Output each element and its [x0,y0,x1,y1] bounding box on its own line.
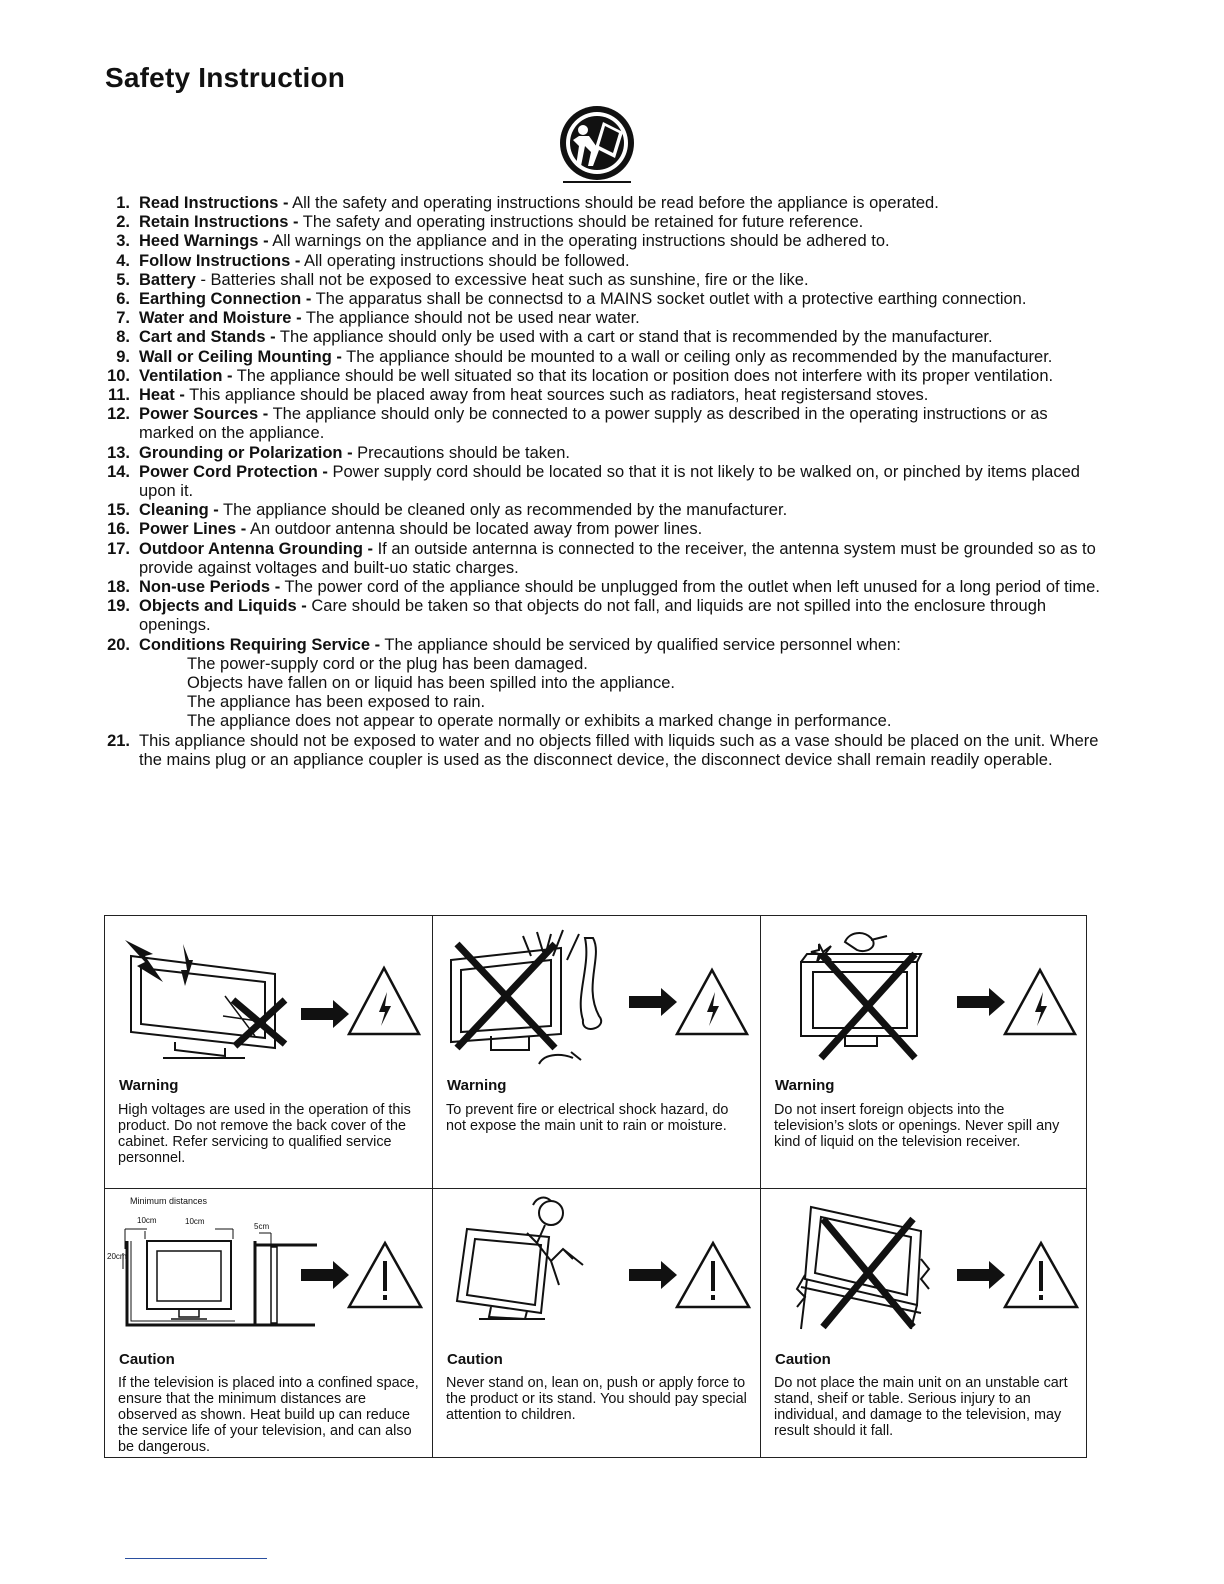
panel-heading: Caution [775,1351,831,1368]
instruction-term: Wall or Ceiling Mounting - [139,347,342,366]
panel-heading: Warning [775,1077,835,1094]
unstable-stand-caution-icon [761,1189,1088,1339]
high-voltage-warning-icon [105,916,433,1066]
instruction-text: An outdoor antenna should be located away from power lines. [246,520,703,539]
instruction-term: Objects and Liquids - [139,597,307,616]
instruction-text: Precautions should be taken. [352,443,570,462]
instruction-item [100,252,1100,271]
panel-foreign-objects [761,916,1086,1189]
instruction-number: 9. [116,347,130,366]
service-condition: The power-supply cord or the plug has been damaged. [187,654,588,673]
safety-instructions-list [100,194,1100,770]
panel-text: If the television is placed into a confined space, ensure that the minimum distances are observed as shown. Heat build up can reduce the service life of your television, and can also be dangerous. [118,1375,419,1455]
instruction-item [100,463,1100,501]
instruction-text: All operating instructions should be followed. [300,251,630,270]
instruction-text: The safety and operating instructions should be retained for future reference. [298,213,864,232]
instruction-text: If an outside anternna is connected to the receiver, the antenna system must be grounded so as to provide against voltages and built-uo static charges. [139,539,1096,577]
panel-high-voltage [105,916,433,1189]
distance-label: 5cm [254,1222,270,1231]
instruction-item [100,578,1100,597]
instruction-text: The appliance should be well situated so that its location or position does not interfere with its proper ventilation. [232,366,1054,385]
instruction-item [100,540,1100,578]
page-title: Safety Instruction [105,62,346,93]
instruction-number: 7. [116,309,130,328]
instruction-number: 5. [116,270,130,289]
panel-heading: Caution [119,1351,175,1368]
distance-label: 10cm [137,1216,157,1225]
instruction-text: This appliance should not be exposed to water and no objects filled with liquids such as a vase should be placed on the unit. Where the mains plug or an appliance coupler is used as the disconnect device, the disconnect device shall remain readily operable. [139,731,1099,769]
instruction-number: 4. [116,251,130,270]
panel-rain-moisture [433,916,761,1189]
instruction-term: Ventilation - [139,366,233,385]
instruction-term: Heat - [139,386,185,405]
instruction-term: Non-use Periods - [139,578,281,597]
instruction-text: All the safety and operating instructions should be read before the appliance is operated. [288,194,939,212]
instruction-term: Conditions Requiring Service - [139,635,381,654]
panel-heading: Caution [447,1351,503,1368]
instruction-term: Power Cord Protection - [139,462,328,481]
instruction-text: The apparatus shall be connectsd to a MAINS socket outlet with a protective earthing connection. [311,290,1027,309]
panel-text: Do not insert foreign objects into the television’s slots or openings. Never spill any kind of liquid on the television receiver. [774,1102,1060,1150]
instruction-item [100,520,1100,539]
instruction-number: 17. [107,539,130,558]
instruction-item [100,597,1100,635]
rain-moisture-warning-icon [433,916,761,1066]
instruction-text: Care should be taken so that objects do not fall, and liquids are not spilled into the enclosure through openings. [139,597,1047,635]
instruction-term: Outdoor Antenna Grounding - [139,539,374,558]
instruction-number: 12. [107,405,130,424]
instruction-term: Grounding or Polarization - [139,443,353,462]
panel-minimum-distances [105,1189,433,1457]
distance-label: 10cm [185,1217,205,1226]
instruction-item [100,290,1100,309]
instruction-number: 6. [116,290,130,309]
instruction-text: The power cord of the appliance should be unplugged from the outlet when left unused for a long period of time. [280,578,1100,597]
instruction-number: 19. [107,597,130,616]
instruction-text: The appliance should be mounted to a wall or ceiling only as recommended by the manufacturer. [341,347,1053,366]
panel-unstable-stand [761,1189,1086,1457]
instruction-text: All warnings on the appliance and in the operating instructions should be adhered to. [268,232,890,251]
instruction-text: The appliance should be serviced by qualified service personnel when: [380,635,901,654]
instruction-number: 15. [107,501,130,520]
instruction-number: 20. [107,635,130,654]
instruction-item [100,732,1100,770]
instruction-term: Power Sources - [139,405,269,424]
instruction-item [100,232,1100,251]
instruction-text: The appliance should only be used with a cart or stand that is recommended by the manufacturer. [275,328,993,347]
instruction-number: 2. [116,213,130,232]
instruction-text: The appliance should not be used near water. [301,309,640,328]
warning-caution-grid [104,915,1087,1458]
footer-link-underline [125,1558,267,1559]
instruction-term: Power Lines - [139,520,247,539]
instruction-term: Heed Warnings - [139,232,269,251]
instruction-item [100,271,1100,290]
instruction-item [100,405,1100,443]
instruction-term: Follow Instructions - [139,251,301,270]
instruction-term: Cleaning - [139,501,219,520]
instruction-text: This appliance should be placed away from heat sources such as radiators, heat registersand stoves. [184,386,929,405]
minimum-distances-title: Minimum distances [130,1196,208,1206]
instruction-term: Water and Moisture - [139,309,302,328]
do-not-lean-caution-icon [433,1189,761,1339]
distance-label: 20cm [107,1252,127,1261]
panel-text: Never stand on, lean on, push or apply force to the product or its stand. You should pay special attention to children. [446,1375,747,1423]
instruction-text: Power supply cord should be located so that it is not likely to be walked on, or pinched by items placed upon it. [139,462,1080,501]
instruction-number: 1. [116,194,130,212]
service-condition: The appliance does not appear to operate normally or exhibits a marked change in performance. [187,712,892,731]
instruction-item [100,194,1100,213]
instruction-number: 3. [116,232,130,251]
instruction-item [100,386,1100,405]
instruction-number: 14. [107,462,130,481]
instruction-item [100,367,1100,386]
instruction-text: The appliance should only be connected to a power supply as described in the operating instructions or as marked on the appliance. [139,405,1048,443]
panel-text: Do not place the main unit on an unstable cart stand, sheif or table. Serious injury to an individual, and damage to the television, may result should it fall. [774,1375,1068,1439]
instruction-item [100,348,1100,367]
instruction-number: 16. [107,520,130,539]
instruction-number: 11. [107,386,130,405]
service-conditions-list [139,655,1100,732]
instruction-number: 18. [107,578,130,597]
panel-do-not-lean [433,1189,761,1457]
panel-heading: Warning [447,1077,507,1094]
instruction-term: Read Instructions - [139,194,289,212]
instruction-number: 10. [107,366,130,385]
instruction-term: Retain Instructions - [139,213,299,232]
minimum-distance-caution-icon [105,1189,433,1339]
cart-tip-over-warning-icon [555,106,639,184]
instruction-number: 13. [107,443,130,462]
instruction-term: Earthing Connection - [139,290,312,309]
instruction-item-service [100,636,1100,732]
panel-text: To prevent fire or electrical shock hazard, do not expose the main unit to rain or moisture. [446,1102,729,1134]
foreign-object-warning-icon [761,916,1088,1066]
service-condition: The appliance has been exposed to rain. [187,693,486,712]
instruction-item [100,444,1100,463]
instruction-text: The appliance should be cleaned only as recommended by the manufacturer. [218,501,788,520]
panel-text: High voltages are used in the operation of this product. Do not remove the back cover of the cabinet. Refer servicing to qualified service personnel. [118,1102,411,1166]
instruction-number: 21. [107,731,130,750]
instruction-term: Battery [139,270,196,289]
panel-heading: Warning [119,1077,179,1094]
instruction-term: Cart and Stands - [139,328,276,347]
instruction-item [100,328,1100,347]
instruction-item [100,213,1100,232]
instruction-item [100,501,1100,520]
service-condition: Objects have fallen on or liquid has been spilled into the appliance. [187,674,675,693]
instruction-number: 8. [116,328,130,347]
instruction-text: - Batteries shall not be exposed to excessive heat such as sunshine, fire or the like. [195,270,809,289]
instruction-item [100,309,1100,328]
